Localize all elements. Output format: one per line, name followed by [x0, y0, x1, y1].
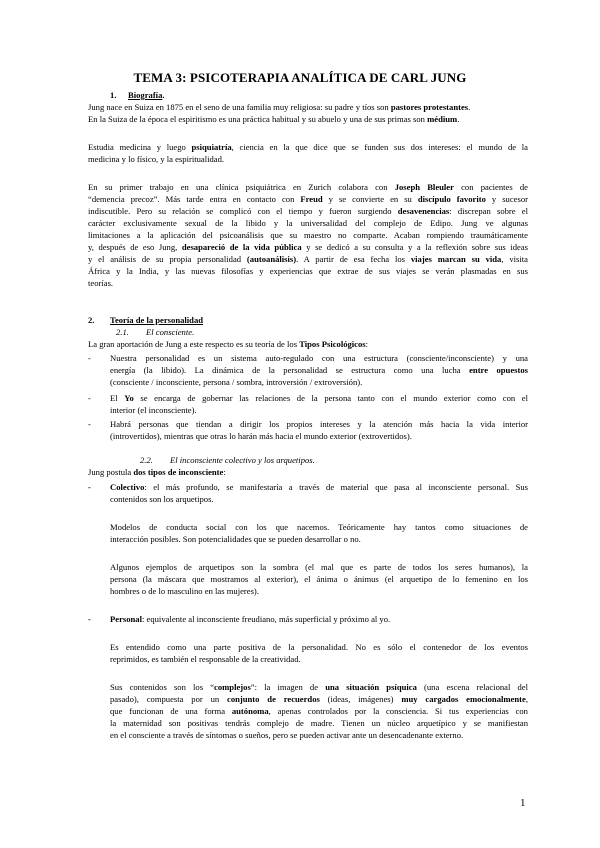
paragraph-line: en el consciente a través de síntomas o sueños, pero se pueden activar ante un desencadenante externo. — [110, 730, 464, 740]
subsection-heading-consciente: 2.1. El consciente. — [116, 327, 195, 337]
document-title: TEMA 3: PSICOTERAPIA ANALÍTICA DE CARL JUNG — [133, 70, 467, 85]
bullet-dash: - — [88, 353, 91, 363]
bullet-line: contenidos son los arquetipos. — [110, 494, 214, 504]
paragraph-line: Sus contenidos son los “complejos”: la imagen de una situación psíquica (una escena relacional del — [110, 682, 528, 692]
paragraph-line: África y la India, y las nuevas filosofías y experiencias que extrae de sus viajes se verán plasmadas en sus — [88, 266, 528, 276]
bullet-dash: - — [88, 482, 91, 492]
bullet-dash: - — [88, 419, 91, 429]
section-heading-biografia: 1. Biografía. — [110, 90, 165, 100]
bullet-line: Habrá personas que tiendan a dirigir los propios intereses y la atención más hacia la vida interior — [110, 419, 528, 429]
page-number: 1 — [520, 797, 526, 809]
paragraph-line: interacción posibles. Son potencialidades que se pueden desarrollar o no. — [110, 534, 361, 544]
bullet-line: (consciente / inconsciente, persona / sombra, introversión / extroversión). — [110, 377, 363, 387]
bullet-line: interior (el inconsciente). — [110, 405, 197, 415]
bullet-line: El Yo se encarga de gobernar las relaciones de la persona tanto con el mundo exterior como con el — [110, 393, 528, 403]
paragraph-line: La gran aportación de Jung a este respecto es su teoría de los Tipos Psicológicos: — [88, 339, 369, 349]
bullet-line: energía (la libido). La dinámica de la personalidad se estructura como una lucha entre opuestos — [110, 365, 528, 375]
bullet-dash: - — [88, 393, 91, 403]
bullet-line: Nuestra personalidad es un sistema auto-regulado con una estructura (consciente/inconsciente) y una — [110, 353, 528, 363]
paragraph-line: teorías. — [88, 278, 114, 288]
paragraph-line: Jung postula dos tipos de inconsciente: — [88, 467, 226, 477]
paragraph-line: limitaciones a la aplicación del psicoanálisis que su maestro no comparte. Acaban rompiendo traumáticamente — [88, 230, 528, 240]
paragraph-line: En su primer trabajo en una clínica psiquiátrica en Zurich colabora con Joseph Bleuler con pacientes de — [88, 182, 528, 192]
paragraph-line: hombres o de lo masculino en las mujeres). — [110, 586, 259, 596]
bullet-line: Colectivo: el más profundo, se manifestaría a través de material que pasa al inconsciente personal. Sus — [110, 482, 528, 492]
paragraph-line: y, después de eso Jung, desapareció de la vida pública y se dedicó a su consulta y a la reflexión sobre sus ideas — [88, 242, 528, 252]
subsection-heading-inconsciente-colectivo: 2.2. El inconsciente colectivo y los arquetipos. — [140, 455, 315, 465]
bullet-dash: - — [88, 614, 91, 624]
paragraph-line: indiscutible. Pero su relación se complicó con el tiempo y fueron surgiendo desavenencias: discrepan sobre el — [88, 206, 528, 216]
paragraph-line: “demencia precoz”. Más tarde entra en contacto con Freud y se convierte en su discípulo favorito y sucesor — [88, 194, 528, 204]
paragraph-line: Algunos ejemplos de arquetipos son la sombra (el mal que es parte de todos los seres humanos), la — [110, 562, 528, 572]
paragraph-line: reprimidos, es también el responsable de la creatividad. — [110, 654, 301, 664]
paragraph-line: pasado), compuesta por un conjunto de recuerdos (ideas, imágenes) muy cargados emocionalmente, — [110, 694, 528, 704]
paragraph-line: carácter exclusivamente sexual de la libido y la universalidad del complejo de Edipo. Jung ve algunas — [88, 218, 528, 228]
paragraph-line: persona (la máscara que mostramos al exterior), el ánima o ánimus (el arquetipo de lo femenino en los — [110, 574, 528, 584]
paragraph-line: y el análisis de su propia personalidad (autoanálisis). A partir de esa fecha los viajes marcan su vida, visita — [88, 254, 528, 264]
paragraph-line: En la Suiza de la época el espiritismo es una práctica habitual y su abuelo y una de sus primas son médium. — [88, 114, 460, 124]
bullet-line: (introvertidos), mientras que otras lo harán más hacia el mundo exterior (extrovertidos). — [110, 431, 412, 441]
paragraph-line: medicina y lo físico, y la espiritualidad. — [88, 154, 225, 164]
paragraph-line: Jung nace en Suiza en 1875 en el seno de una familia muy religiosa: su padre y tíos son pastores protestantes. — [88, 102, 471, 112]
bullet-line: Personal: equivalente al inconsciente freudiano, más superficial y próximo al yo. — [110, 614, 391, 624]
paragraph-line: Estudia medicina y luego psiquiatría, ciencia en la que dice que se funden sus dos intereses: el mundo de la — [88, 142, 528, 152]
paragraph-line: Modelos de conducta social con los que nacemos. Teóricamente hay tantos como situaciones de — [110, 522, 528, 532]
paragraph-line: Es entendido como una parte positiva de la personalidad. No es sólo el contenedor de los eventos — [110, 642, 528, 652]
section-heading-personalidad: 2. Teoría de la personalidad — [88, 315, 204, 325]
paragraph-line: la maternidad son positivas tendrás complejo de madre. Tienen un núcleo arquetípico y se manifiestan — [110, 718, 528, 728]
paragraph-line: que funcionan de una forma autónoma, apenas controlados por la consciencia. Si tus experiencias con — [110, 706, 528, 716]
